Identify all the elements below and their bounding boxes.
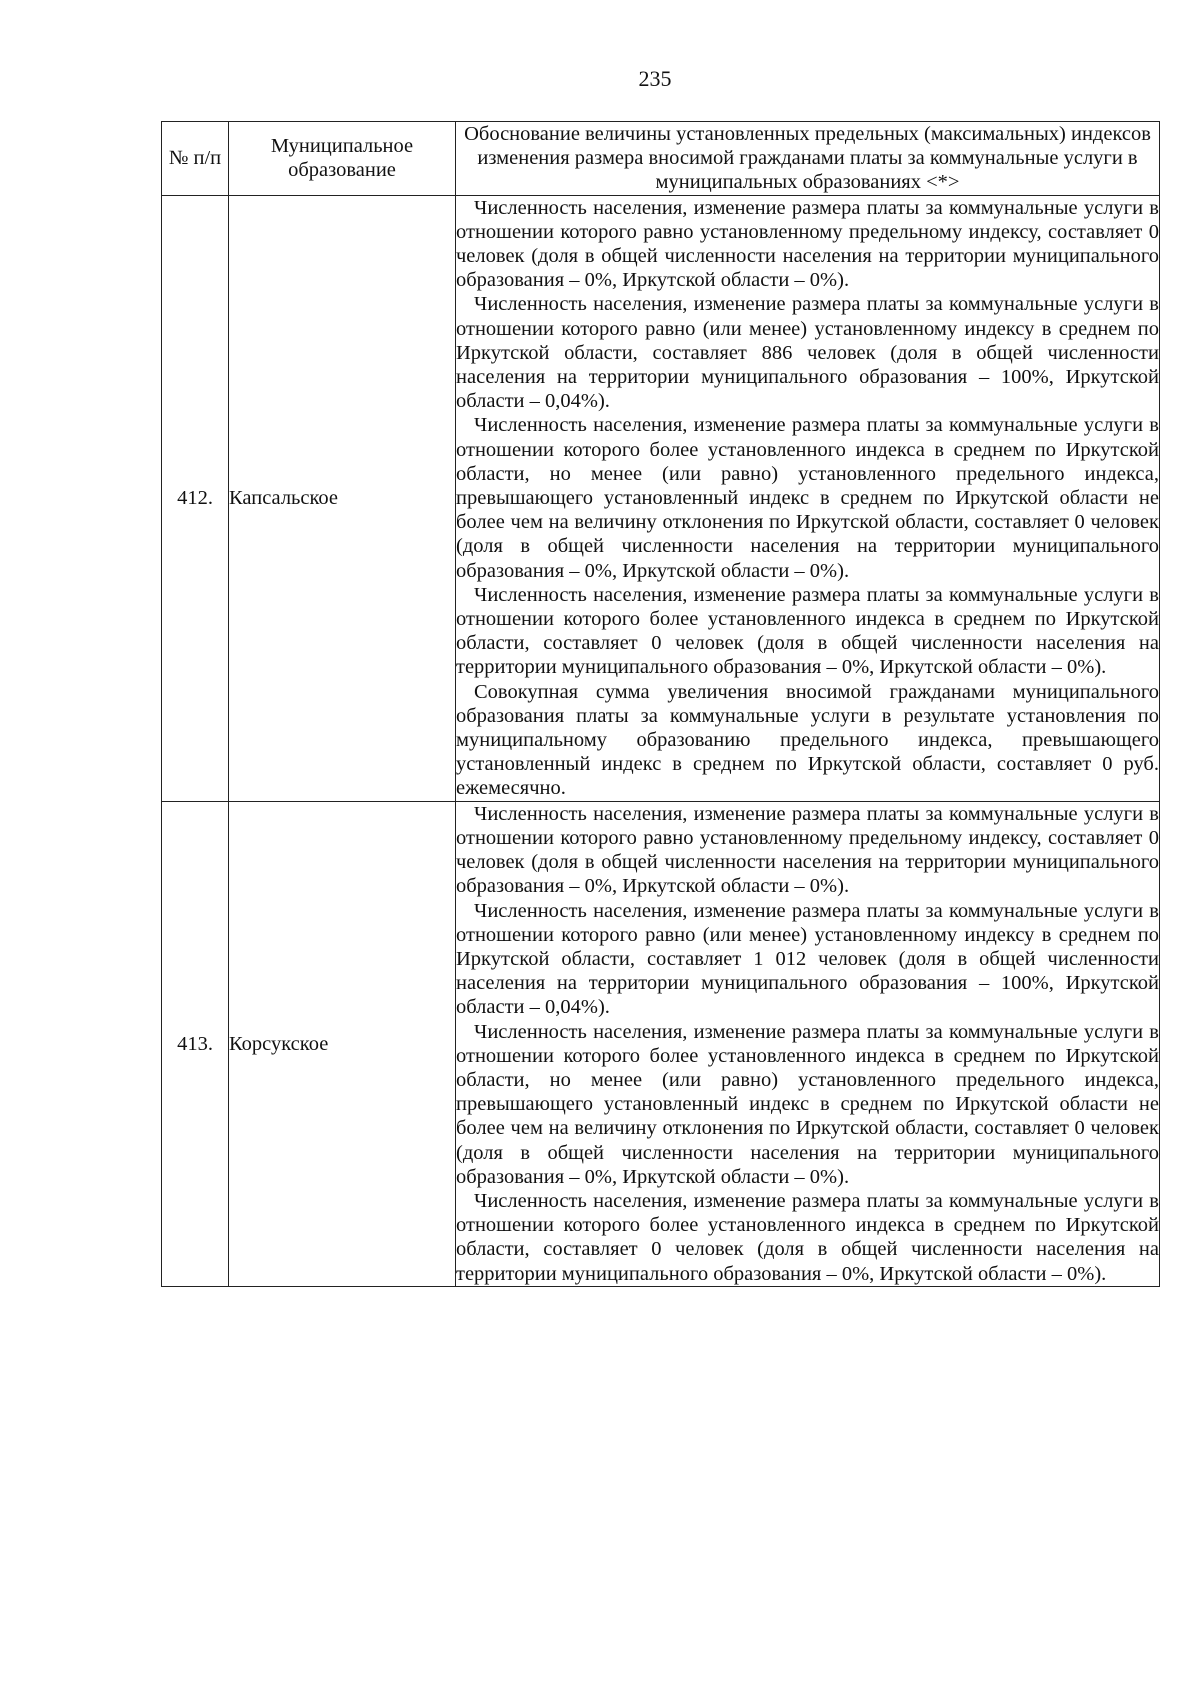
table-header-row <box>162 122 1160 196</box>
justification-paragraph: Численность населения, изменение размера платы за коммунальные услуги в отношении которого равно (или менее) установленному индексу в среднем по Иркутской области, составляет 1 012 человек (доля в общей численности населения на территории муниципального образования – 100%, Иркутской области – 0,04%). <box>456 899 1159 1019</box>
justification-paragraph: Численность населения, изменение размера платы за коммунальные услуги в отношении которого равно установленному предельному индексу, составляет 0 человек (доля в общей численности населения на территории муниципального образования – 0%, Иркутской области – 0%). <box>456 196 1159 292</box>
row-justification <box>456 195 1160 801</box>
justification-paragraph: Численность населения, изменение размера платы за коммунальные услуги в отношении которого более установленного индекса в среднем по Иркутской области, составляет 0 человек (доля в общей численности населения на территории муниципального образования – 0%, Иркутской области – 0%). <box>456 583 1159 679</box>
table-row <box>162 801 1160 1286</box>
justification-paragraph: Численность населения, изменение размера платы за коммунальные услуги в отношении которого равно (или менее) установленному индексу в среднем по Иркутской области, составляет 886 человек (доля в общей численности населения на территории муниципального образования – 100%, Иркутской области – 0,04%). <box>456 293 1159 413</box>
justification-paragraph: Численность населения, изменение размера платы за коммунальные услуги в отношении которого более установленного индекса в среднем по Иркутской области, составляет 0 человек (доля в общей численности населения на территории муниципального образования – 0%, Иркутской области – 0%). <box>456 1189 1159 1285</box>
justification-paragraph: Численность населения, изменение размера платы за коммунальные услуги в отношении которого более установленного индекса в среднем по Иркутской области, но менее (или равно) установленного предельного индекса, превышающего установленный индекс в среднем по Иркутской области не более чем на величину отклонения по Иркутской области, составляет 0 человек (доля в общей численности населения на территории муниципального образования – 0%, Иркутской области – 0%). <box>456 414 1159 582</box>
header-municipality: Муниципальное образование <box>229 122 456 196</box>
justification-paragraph: Совокупная сумма увеличения вносимой гражданами муниципального образования платы за коммунальные услуги в результате установления по муниципальному образованию предельного индекса, превышающего установленный индекс в среднем по Иркутской области, составляет 0 руб. ежемесячно. <box>456 680 1159 800</box>
row-municipality: Корсукское <box>229 801 456 1286</box>
row-municipality: Капсальское <box>229 195 456 801</box>
header-justification: Обоснование величины установленных предельных (максимальных) индексов изменения размера вносимой гражданами платы за коммунальные услуги в муниципальных образованиях <*> <box>456 122 1160 196</box>
table-row <box>162 195 1160 801</box>
justification-table <box>161 121 1160 1287</box>
row-number: 413. <box>162 801 229 1286</box>
justification-paragraph: Численность населения, изменение размера платы за коммунальные услуги в отношении которого равно установленному предельному индексу, составляет 0 человек (доля в общей численности населения на территории муниципального образования – 0%, Иркутской области – 0%). <box>456 802 1159 898</box>
justification-paragraph: Численность населения, изменение размера платы за коммунальные услуги в отношении которого более установленного индекса в среднем по Иркутской области, но менее (или равно) установленного предельного индекса, превышающего установленный индекс в среднем по Иркутской области не более чем на величину отклонения по Иркутской области, составляет 0 человек (доля в общей численности населения на территории муниципального образования – 0%, Иркутской области – 0%). <box>456 1020 1159 1188</box>
page-number: 235 <box>638 66 672 91</box>
row-justification <box>456 801 1160 1286</box>
header-num: № п/п <box>162 122 229 196</box>
row-number: 412. <box>162 195 229 801</box>
